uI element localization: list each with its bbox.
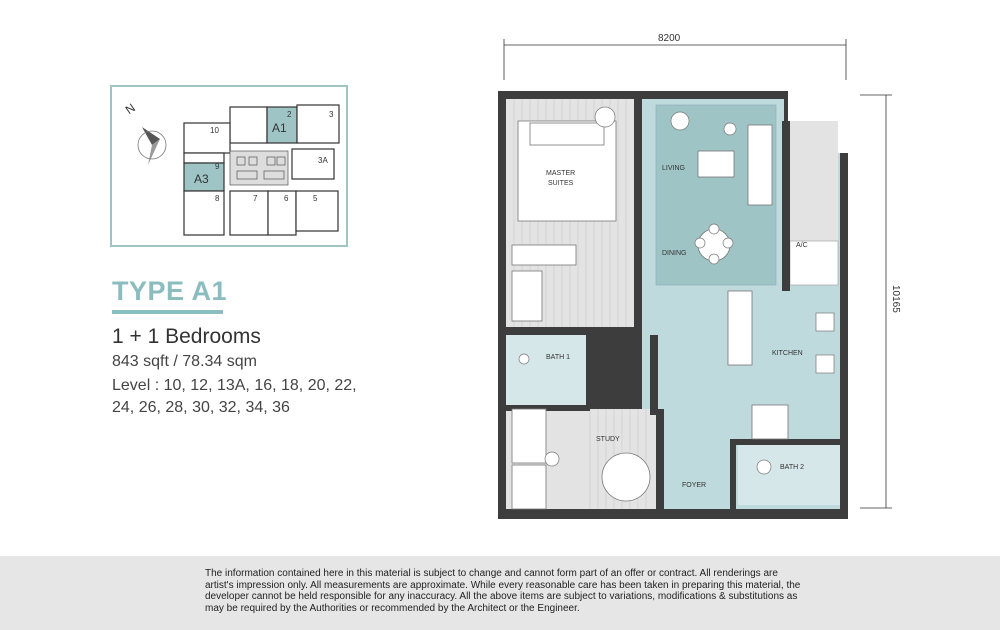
key-plan xyxy=(110,85,348,247)
title-underline xyxy=(112,310,223,314)
unit-levels: Level : 10, 12, 13A, 16, 18, 20, 22, 24, 26, 28, 30, 32, 34, 36 xyxy=(112,377,357,416)
unit-area: 843 sqft / 78.34 sqm xyxy=(112,353,257,370)
room-label-living: LIVING xyxy=(662,165,685,172)
width-dimension: 8200 xyxy=(658,33,681,44)
room-label-foyer: FOYER xyxy=(682,482,707,489)
floor-plan-drawing xyxy=(490,25,900,525)
svg-text:N: N xyxy=(122,100,138,118)
key-unit-a1-label: A1 xyxy=(272,121,287,135)
key-unit-2: 2 xyxy=(287,110,292,119)
key-unit-9: 9 xyxy=(215,162,220,171)
room-label-kitchen: KITCHEN xyxy=(772,350,803,357)
floor-plan xyxy=(490,25,900,530)
unit-type-title: TYPE A1 xyxy=(112,276,228,306)
key-unit-10: 10 xyxy=(210,126,219,135)
key-unit-8: 8 xyxy=(215,194,220,203)
height-dimension: 10165 xyxy=(890,285,900,313)
key-unit-7: 7 xyxy=(253,194,258,203)
key-unit-6: 6 xyxy=(284,194,289,203)
room-label-bath1: BATH 1 xyxy=(546,354,570,361)
room-label-study: STUDY xyxy=(596,436,620,443)
north-arrow-icon xyxy=(123,101,166,165)
key-plan-drawing xyxy=(112,87,350,249)
room-label-master-1: MASTER xyxy=(546,170,576,177)
disclaimer-text: The information contained here in this material is subject to change and cannot form part of an offer or contract. All renderings are artist's impression only. All measurements are approximate. While every reasonable care has been taken in preparing this material, the developer cannot be held responsible for any inaccuracy. All the above items are subject to variations, modifications & substitutions as may be required by the Authorities or recommended by the Architect or the Engineer. xyxy=(205,568,801,614)
room-label-ac: A/C xyxy=(796,242,808,249)
bedroom-count: 1 + 1 Bedrooms xyxy=(112,325,261,348)
height-dimension-line xyxy=(860,95,892,508)
room-label-master-2: SUITES xyxy=(548,180,574,187)
key-unit-5: 5 xyxy=(313,194,318,203)
room-label-bath2: BATH 2 xyxy=(780,464,804,471)
room-label-dining: DINING xyxy=(662,250,687,257)
key-unit-a3-label: A3 xyxy=(194,172,209,186)
key-unit-3: 3 xyxy=(329,110,334,119)
key-unit-3a: 3A xyxy=(318,156,328,165)
width-dimension-line xyxy=(504,39,846,80)
